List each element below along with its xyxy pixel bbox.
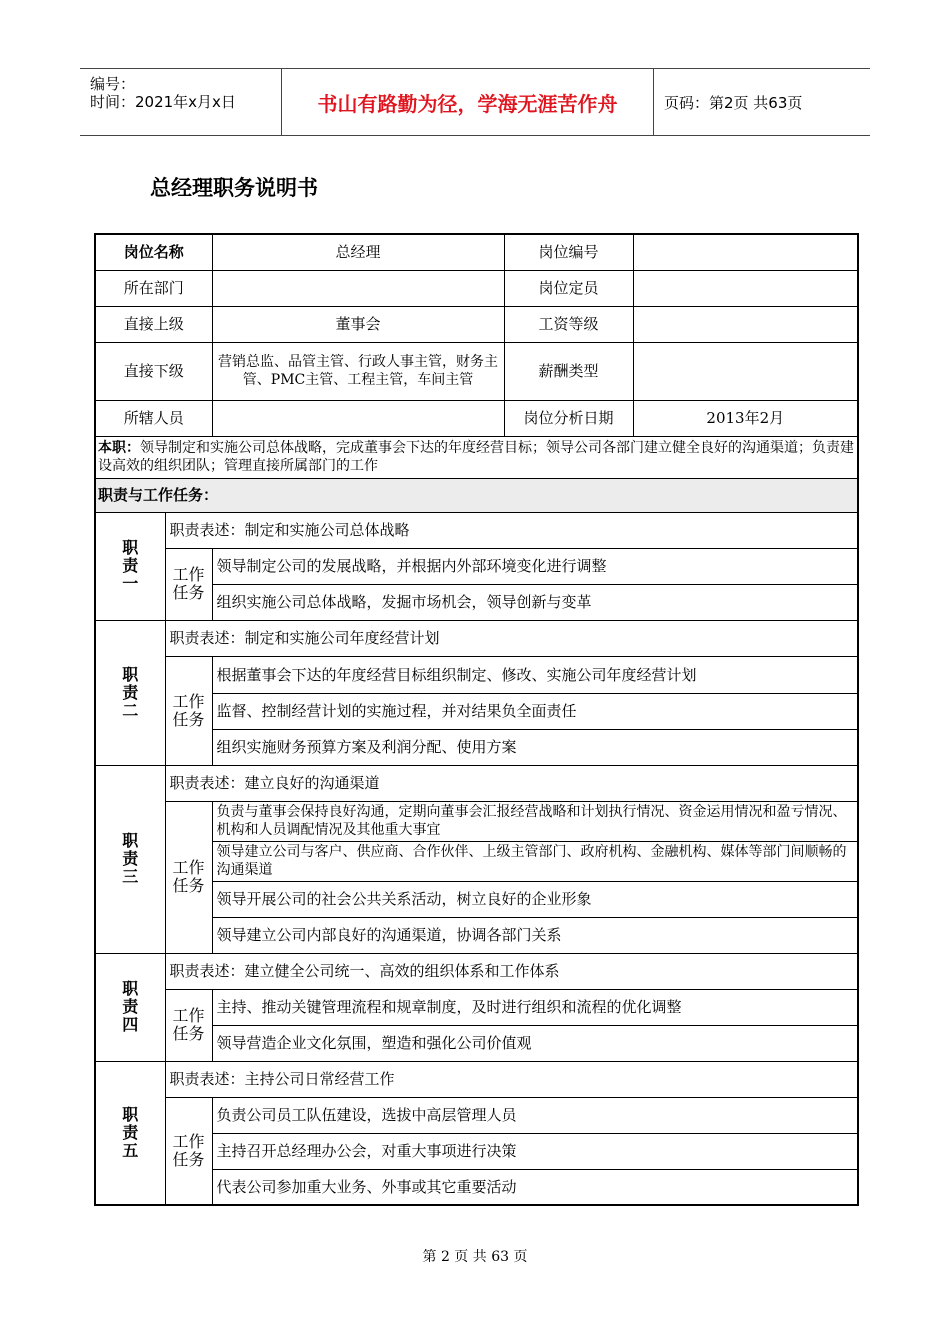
header-meta [80,69,282,135]
position-name-value: 总经理 [212,234,504,270]
job-description-table [94,233,859,1206]
summary-cell [95,436,858,478]
duty-task: 根据董事会下达的年度经营目标组织制定、修改、实施公司年度经营计划 [212,656,858,693]
duty-label: 职责四 [95,953,165,1061]
info-row [95,306,858,342]
duty-task: 领导建立公司与客户、供应商、合作伙伴、上级主管部门、政府机构、金融机构、媒体等部门间顺畅的沟通渠道 [212,841,858,881]
duty-task: 领导开展公司的社会公共关系活动，树立良好的企业形象 [212,881,858,917]
summary-row [95,436,858,478]
managed-label: 所辖人员 [95,400,212,436]
task-label: 工作任务 [165,1097,212,1205]
duty-statement: 职责表述：主持公司日常经营工作 [165,1061,858,1097]
position-name-label: 岗位名称 [95,234,212,270]
duty-label: 职责五 [95,1061,165,1205]
duty-statement: 职责表述：制定和实施公司年度经营计划 [165,620,858,656]
info-row [95,270,858,306]
pay-type-label: 薪酬类型 [504,342,633,400]
duty-task: 组织实施财务预算方案及利润分配、使用方案 [212,729,858,765]
number-label: 编号： [90,75,136,93]
superior-value: 董事会 [212,306,504,342]
duty-task: 主持召开总经理办公会，对重大事项进行决策 [212,1133,858,1169]
duty-task: 领导营造企业文化氛围，塑造和强化公司价值观 [212,1025,858,1061]
summary-text: 领导制定和实施公司总体战略，完成董事会下达的年度经营目标；领导公司各部门建立健全良好的沟通渠道；负责建设高效的组织团队；管理直接所属部门的工作 [98,440,854,474]
duty-statement: 职责表述：制定和实施公司总体战略 [165,512,858,548]
duty-task: 领导制定公司的发展战略，并根据内外部环境变化进行调整 [212,548,858,584]
time-label: 时间：2021年x月x日 [90,93,236,111]
summary-label: 本职： [98,440,140,456]
task-label: 工作任务 [165,989,212,1061]
task-label: 工作任务 [165,656,212,765]
duties-heading-row [95,478,858,512]
duty-label: 职责三 [95,765,165,953]
dept-label: 所在部门 [95,270,212,306]
duty-statement: 职责表述：建立良好的沟通渠道 [165,765,858,801]
duty-task: 组织实施公司总体战略，发掘市场机会，领导创新与变革 [212,584,858,620]
task-label: 工作任务 [165,548,212,620]
duty-statement-row [95,620,858,656]
duty-task: 主持、推动关键管理流程和规章制度，及时进行组织和流程的优化调整 [212,989,858,1025]
subordinate-label: 直接下级 [95,342,212,400]
duty-task: 监督、控制经营计划的实施过程，并对结果负全面责任 [212,693,858,729]
header-page-info: 页码：第2页 共63页 [664,93,803,112]
duty-task: 负责公司员工队伍建设，选拔中高层管理人员 [212,1097,858,1133]
page-header [80,68,870,136]
duties-heading: 职责与工作任务： [95,478,858,512]
info-row [95,400,858,436]
grade-value [633,306,858,342]
info-row [95,342,858,400]
duty-statement-row [95,953,858,989]
info-row [95,234,858,270]
task-label: 工作任务 [165,801,212,953]
headcount-value [633,270,858,306]
grade-label: 工资等级 [504,306,633,342]
pay-type-value [633,342,858,400]
duty-statement-row [95,512,858,548]
subordinate-value: 营销总监、品管主管、行政人事主管，财务主管、PMC主管、工程主管，车间主管 [212,342,504,400]
duty-task-row [95,656,858,693]
duty-statement-row [95,1061,858,1097]
analysis-date-value: 2013年2月 [633,400,858,436]
duty-statement: 职责表述：建立健全公司统一、高效的组织体系和工作体系 [165,953,858,989]
header-motto: 书山有路勤为径，学海无涯苦作舟 [282,69,654,135]
duty-label: 职责二 [95,620,165,765]
headcount-label: 岗位定员 [504,270,633,306]
duty-task: 负责与董事会保持良好沟通，定期向董事会汇报经营战略和计划执行情况、资金运用情况和盈亏情况、机构和人员调配情况及其他重大事宜 [212,801,858,841]
managed-value [212,400,504,436]
position-code-value [633,234,858,270]
duty-task: 代表公司参加重大业务、外事或其它重要活动 [212,1169,858,1205]
duty-task: 领导建立公司内部良好的沟通渠道，协调各部门关系 [212,917,858,953]
duty-task-row [95,989,858,1025]
position-code-label: 岗位编号 [504,234,633,270]
duty-task-row [95,548,858,584]
document-title: 总经理职务说明书 [150,176,318,200]
duty-task-row [95,1097,858,1133]
dept-value [212,270,504,306]
analysis-date-label: 岗位分析日期 [504,400,633,436]
duty-task-row [95,801,858,841]
page-footer: 第 2 页 共 63 页 [422,1249,528,1265]
duty-label: 职责一 [95,512,165,620]
superior-label: 直接上级 [95,306,212,342]
duty-statement-row [95,765,858,801]
